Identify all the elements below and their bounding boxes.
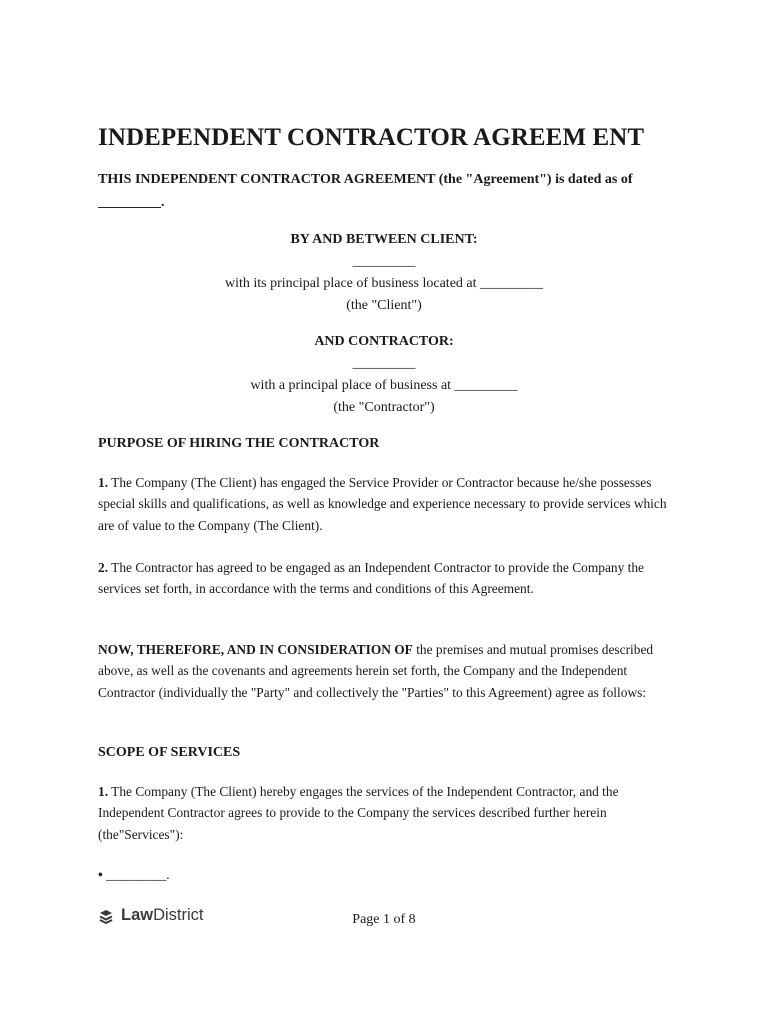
bullet-marker: • [98,867,103,882]
preamble: THIS INDEPENDENT CONTRACTOR AGREEMENT (the "Agreement") is dated as of _________. [98,172,633,210]
bullet-text: _________. [102,867,170,882]
scope-p1-text: The Company (The Client) hereby engages the services of the Independent Contractor, and the Independent Contractor agrees to provide to the Company the services described further herein (the"Services"): [98,784,619,842]
contractor-block [0,331,768,419]
contractor-name-blank: _________ [352,356,416,371]
consideration-text: the premises and mutual promises described above, as well as the covenants and agreements herein set forth, the Company and the Independent Contractor (individually the "Party" and collectively the "Parties" to this Agreement) agree as follows: [98,642,654,700]
purpose-p2-text: The Contractor has agreed to be engaged as an Independent Contractor to provide the Company the services set forth, in accordance with the terms and conditions of this Agreement. [98,560,644,597]
purpose-paragraph-2 [98,557,670,600]
client-name-blank: _________ [352,254,416,269]
scope-p1-number: 1. [98,784,109,799]
contractor-alias: (the "Contractor") [333,400,435,415]
consideration-lead: NOW, THEREFORE, AND IN CONSIDERATION OF [98,642,413,657]
purpose-p1-text: The Company (The Client) has engaged the Service Provider or Contractor because he/she possesses special skills and qualifications, as well as knowledge and experience necessary to provide services which are of value to the Company (The Client). [98,475,667,533]
scope-heading: SCOPE OF SERVICES [98,745,241,760]
contractor-address: with a principal place of business at _________ [250,378,518,393]
client-heading: BY AND BETWEEN CLIENT: [290,232,478,247]
scope-paragraph-1 [98,781,670,845]
scope-bullet-item [98,864,670,885]
client-block [0,229,768,317]
purpose-p2-number: 2. [98,560,109,575]
client-address: with its principal place of business located at _________ [224,276,544,291]
client-alias: (the "Client") [346,298,422,313]
purpose-heading: PURPOSE OF HIRING THE CONTRACTOR [98,436,380,451]
purpose-p1-number: 1. [98,475,109,490]
logo-wordmark: LawDistrict [121,906,204,924]
document-title: INDEPENDENT CONTRACTOR AGREEM ENT [98,124,645,151]
page-number: Page 1 of 8 [352,912,416,927]
contractor-heading: AND CONTRACTOR: [314,334,454,349]
consideration-paragraph [98,639,670,703]
purpose-paragraph-1 [98,472,670,536]
